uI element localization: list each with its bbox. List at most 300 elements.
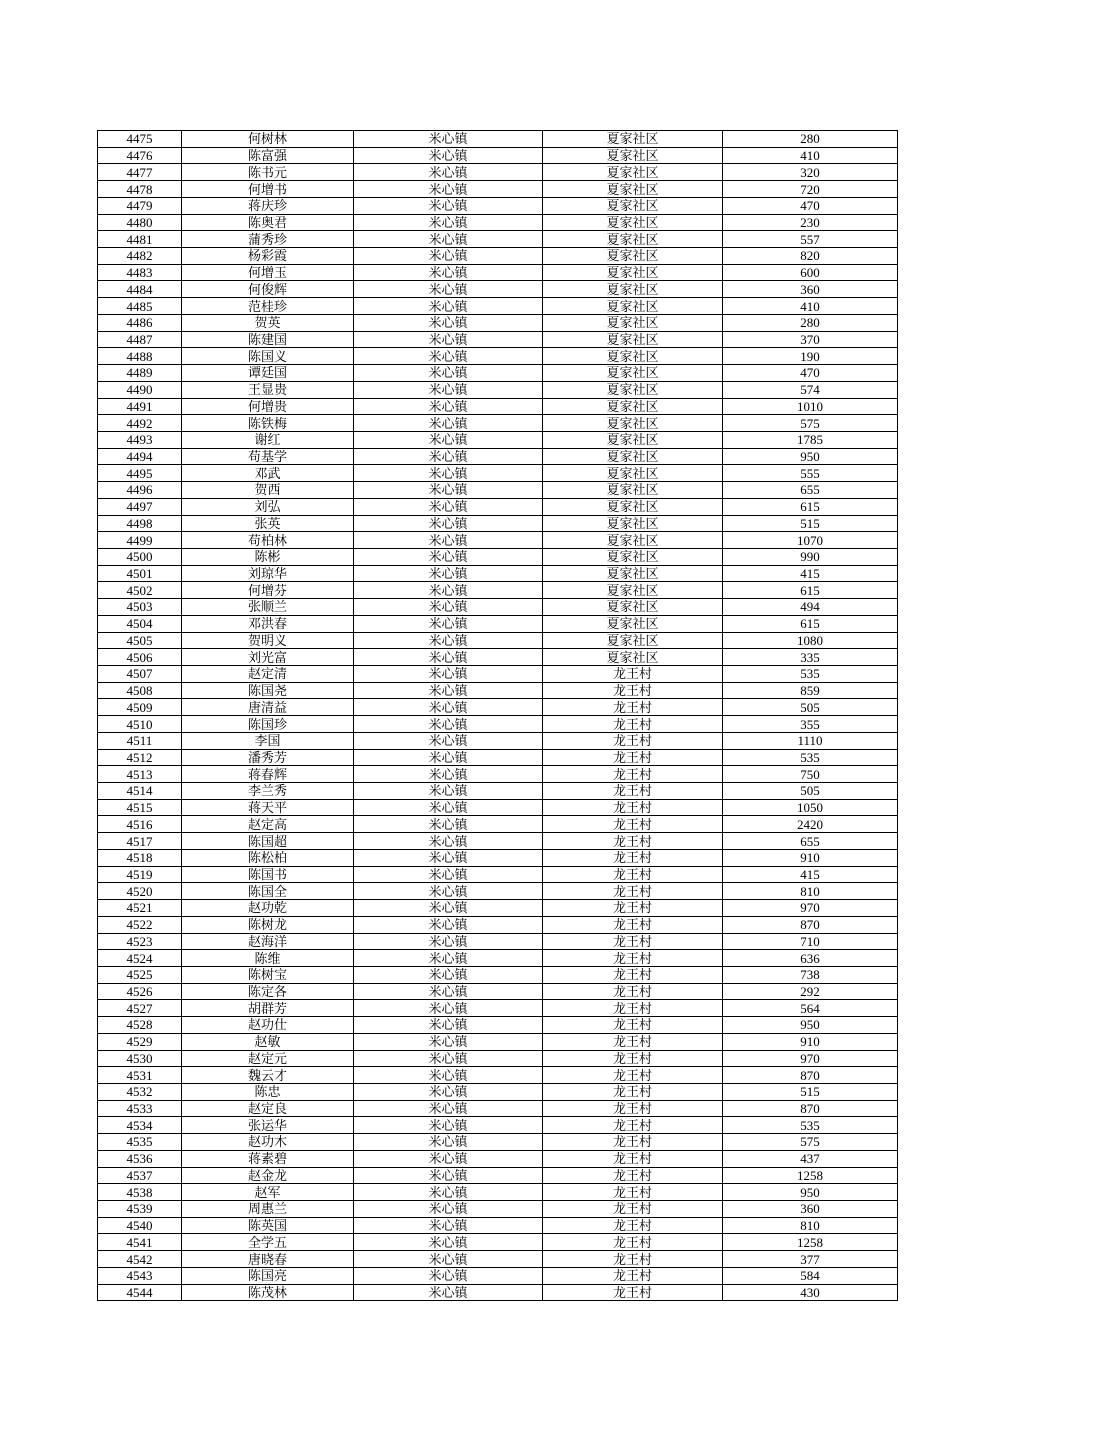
town-cell: 米心镇 [354, 1033, 543, 1050]
village-cell: 龙王村 [543, 1267, 723, 1284]
village-cell: 龙王村 [543, 966, 723, 983]
row-number-cell: 4477 [98, 164, 182, 181]
village-cell: 龙王村 [543, 1017, 723, 1034]
town-cell: 米心镇 [354, 916, 543, 933]
amount-cell: 535 [723, 666, 898, 683]
table-row [98, 1150, 898, 1167]
row-number-cell: 4482 [98, 248, 182, 265]
name-cell: 魏云才 [182, 1067, 354, 1084]
name-cell: 陈松柏 [182, 849, 354, 866]
name-cell: 刘弘 [182, 498, 354, 515]
village-cell: 夏家社区 [543, 548, 723, 565]
table-row [98, 1117, 898, 1134]
amount-cell: 970 [723, 1050, 898, 1067]
row-number-cell: 4519 [98, 866, 182, 883]
table-row [98, 649, 898, 666]
name-cell: 陈奥君 [182, 214, 354, 231]
table-row [98, 381, 898, 398]
table-row [98, 482, 898, 499]
town-cell: 米心镇 [354, 1251, 543, 1268]
amount-cell: 535 [723, 749, 898, 766]
row-number-cell: 4537 [98, 1167, 182, 1184]
name-cell: 张英 [182, 515, 354, 532]
table-row [98, 1201, 898, 1218]
row-number-cell: 4527 [98, 1000, 182, 1017]
amount-cell: 584 [723, 1267, 898, 1284]
amount-cell: 1258 [723, 1167, 898, 1184]
name-cell: 陈维 [182, 950, 354, 967]
name-cell: 赵功木 [182, 1134, 354, 1151]
name-cell: 何增玉 [182, 264, 354, 281]
town-cell: 米心镇 [354, 933, 543, 950]
table-row [98, 548, 898, 565]
village-cell: 龙王村 [543, 916, 723, 933]
amount-cell: 470 [723, 365, 898, 382]
table-row [98, 766, 898, 783]
amount-cell: 2420 [723, 816, 898, 833]
village-cell: 夏家社区 [543, 515, 723, 532]
name-cell: 张顺兰 [182, 599, 354, 616]
table-row [98, 147, 898, 164]
amount-cell: 870 [723, 1067, 898, 1084]
village-cell: 龙王村 [543, 1000, 723, 1017]
row-number-cell: 4512 [98, 749, 182, 766]
amount-cell: 1050 [723, 799, 898, 816]
town-cell: 米心镇 [354, 1201, 543, 1218]
village-cell: 龙王村 [543, 849, 723, 866]
name-cell: 陈树龙 [182, 916, 354, 933]
table-row [98, 214, 898, 231]
row-number-cell: 4499 [98, 532, 182, 549]
town-cell: 米心镇 [354, 365, 543, 382]
village-cell: 夏家社区 [543, 415, 723, 432]
town-cell: 米心镇 [354, 749, 543, 766]
table-row [98, 331, 898, 348]
table-row [98, 181, 898, 198]
name-cell: 蒲秀珍 [182, 231, 354, 248]
town-cell: 米心镇 [354, 415, 543, 432]
table-row [98, 415, 898, 432]
row-number-cell: 4505 [98, 632, 182, 649]
town-cell: 米心镇 [354, 699, 543, 716]
amount-cell: 437 [723, 1150, 898, 1167]
row-number-cell: 4508 [98, 682, 182, 699]
row-number-cell: 4510 [98, 716, 182, 733]
amount-cell: 355 [723, 716, 898, 733]
village-cell: 龙王村 [543, 716, 723, 733]
amount-cell: 515 [723, 515, 898, 532]
table-row [98, 1067, 898, 1084]
table-row [98, 950, 898, 967]
village-cell: 龙王村 [543, 732, 723, 749]
town-cell: 米心镇 [354, 833, 543, 850]
amount-cell: 1080 [723, 632, 898, 649]
village-cell: 夏家社区 [543, 381, 723, 398]
village-cell: 龙王村 [543, 1100, 723, 1117]
name-cell: 陈国全 [182, 883, 354, 900]
table-row [98, 1234, 898, 1251]
village-cell: 夏家社区 [543, 565, 723, 582]
row-number-cell: 4529 [98, 1033, 182, 1050]
name-cell: 陈英国 [182, 1217, 354, 1234]
town-cell: 米心镇 [354, 716, 543, 733]
amount-cell: 280 [723, 131, 898, 148]
amount-cell: 415 [723, 565, 898, 582]
village-cell: 夏家社区 [543, 465, 723, 482]
village-cell: 龙王村 [543, 1150, 723, 1167]
row-number-cell: 4500 [98, 548, 182, 565]
name-cell: 贺英 [182, 314, 354, 331]
row-number-cell: 4486 [98, 314, 182, 331]
row-number-cell: 4491 [98, 398, 182, 415]
town-cell: 米心镇 [354, 1017, 543, 1034]
town-cell: 米心镇 [354, 666, 543, 683]
name-cell: 赵金龙 [182, 1167, 354, 1184]
table-row [98, 900, 898, 917]
row-number-cell: 4509 [98, 699, 182, 716]
table-row [98, 933, 898, 950]
table-row [98, 348, 898, 365]
name-cell: 陈书元 [182, 164, 354, 181]
name-cell: 刘琼华 [182, 565, 354, 582]
amount-cell: 320 [723, 164, 898, 181]
village-cell: 龙王村 [543, 1201, 723, 1218]
amount-cell: 535 [723, 1117, 898, 1134]
amount-cell: 600 [723, 264, 898, 281]
name-cell: 唐清益 [182, 699, 354, 716]
amount-cell: 950 [723, 448, 898, 465]
name-cell: 赵定高 [182, 816, 354, 833]
name-cell: 赵功仕 [182, 1017, 354, 1034]
amount-cell: 655 [723, 833, 898, 850]
village-cell: 龙王村 [543, 1217, 723, 1234]
town-cell: 米心镇 [354, 783, 543, 800]
name-cell: 陈国尧 [182, 682, 354, 699]
row-number-cell: 4532 [98, 1083, 182, 1100]
amount-cell: 360 [723, 1201, 898, 1218]
table-row [98, 431, 898, 448]
table-row [98, 314, 898, 331]
village-cell: 龙王村 [543, 900, 723, 917]
village-cell: 夏家社区 [543, 431, 723, 448]
row-number-cell: 4520 [98, 883, 182, 900]
amount-cell: 360 [723, 281, 898, 298]
table-row [98, 682, 898, 699]
amount-cell: 494 [723, 599, 898, 616]
village-cell: 夏家社区 [543, 482, 723, 499]
name-cell: 陈忠 [182, 1083, 354, 1100]
town-cell: 米心镇 [354, 983, 543, 1000]
village-cell: 龙王村 [543, 1050, 723, 1067]
table-row [98, 398, 898, 415]
town-cell: 米心镇 [354, 248, 543, 265]
name-cell: 李国 [182, 732, 354, 749]
row-number-cell: 4492 [98, 415, 182, 432]
village-cell: 龙王村 [543, 1284, 723, 1301]
amount-cell: 1110 [723, 732, 898, 749]
amount-cell: 575 [723, 1134, 898, 1151]
table-row [98, 866, 898, 883]
village-cell: 夏家社区 [543, 331, 723, 348]
row-number-cell: 4504 [98, 615, 182, 632]
row-number-cell: 4530 [98, 1050, 182, 1067]
amount-cell: 564 [723, 1000, 898, 1017]
town-cell: 米心镇 [354, 1050, 543, 1067]
row-number-cell: 4544 [98, 1284, 182, 1301]
village-cell: 龙王村 [543, 682, 723, 699]
amount-cell: 720 [723, 181, 898, 198]
name-cell: 贺明义 [182, 632, 354, 649]
row-number-cell: 4476 [98, 147, 182, 164]
row-number-cell: 4475 [98, 131, 182, 148]
table-row [98, 298, 898, 315]
town-cell: 米心镇 [354, 548, 543, 565]
village-cell: 龙王村 [543, 1067, 723, 1084]
village-cell: 龙王村 [543, 883, 723, 900]
name-cell: 苟基学 [182, 448, 354, 465]
amount-cell: 810 [723, 883, 898, 900]
row-number-cell: 4526 [98, 983, 182, 1000]
village-cell: 夏家社区 [543, 615, 723, 632]
town-cell: 米心镇 [354, 599, 543, 616]
row-number-cell: 4481 [98, 231, 182, 248]
amount-cell: 738 [723, 966, 898, 983]
village-cell: 龙王村 [543, 699, 723, 716]
village-cell: 夏家社区 [543, 281, 723, 298]
row-number-cell: 4538 [98, 1184, 182, 1201]
row-number-cell: 4513 [98, 766, 182, 783]
town-cell: 米心镇 [354, 883, 543, 900]
amount-cell: 870 [723, 1100, 898, 1117]
amount-cell: 950 [723, 1184, 898, 1201]
table-row [98, 615, 898, 632]
name-cell: 陈定各 [182, 983, 354, 1000]
town-cell: 米心镇 [354, 849, 543, 866]
village-cell: 龙王村 [543, 1033, 723, 1050]
name-cell: 杨彩霞 [182, 248, 354, 265]
table-row [98, 783, 898, 800]
table-row [98, 916, 898, 933]
table-row [98, 264, 898, 281]
village-cell: 龙王村 [543, 1083, 723, 1100]
name-cell: 蒋庆珍 [182, 197, 354, 214]
name-cell: 蒋春辉 [182, 766, 354, 783]
town-cell: 米心镇 [354, 348, 543, 365]
row-number-cell: 4528 [98, 1017, 182, 1034]
amount-cell: 470 [723, 197, 898, 214]
amount-cell: 970 [723, 900, 898, 917]
name-cell: 蒋天平 [182, 799, 354, 816]
amount-cell: 710 [723, 933, 898, 950]
name-cell: 贺西 [182, 482, 354, 499]
town-cell: 米心镇 [354, 1234, 543, 1251]
table-row [98, 1050, 898, 1067]
row-number-cell: 4478 [98, 181, 182, 198]
row-number-cell: 4521 [98, 900, 182, 917]
name-cell: 胡群芳 [182, 1000, 354, 1017]
row-number-cell: 4539 [98, 1201, 182, 1218]
table-row [98, 1184, 898, 1201]
name-cell: 赵海洋 [182, 933, 354, 950]
row-number-cell: 4516 [98, 816, 182, 833]
table-row [98, 1000, 898, 1017]
village-cell: 龙王村 [543, 933, 723, 950]
name-cell: 邓武 [182, 465, 354, 482]
table-row [98, 131, 898, 148]
amount-cell: 515 [723, 1083, 898, 1100]
town-cell: 米心镇 [354, 799, 543, 816]
name-cell: 何俊辉 [182, 281, 354, 298]
row-number-cell: 4542 [98, 1251, 182, 1268]
row-number-cell: 4525 [98, 966, 182, 983]
town-cell: 米心镇 [354, 1083, 543, 1100]
name-cell: 陈国书 [182, 866, 354, 883]
village-cell: 龙王村 [543, 749, 723, 766]
name-cell: 赵军 [182, 1184, 354, 1201]
row-number-cell: 4524 [98, 950, 182, 967]
town-cell: 米心镇 [354, 448, 543, 465]
amount-cell: 505 [723, 699, 898, 716]
row-number-cell: 4501 [98, 565, 182, 582]
amount-cell: 377 [723, 1251, 898, 1268]
row-number-cell: 4494 [98, 448, 182, 465]
table-row [98, 883, 898, 900]
name-cell: 刘光富 [182, 649, 354, 666]
town-cell: 米心镇 [354, 498, 543, 515]
table-row [98, 666, 898, 683]
town-cell: 米心镇 [354, 632, 543, 649]
village-cell: 夏家社区 [543, 181, 723, 198]
name-cell: 何增贵 [182, 398, 354, 415]
village-cell: 夏家社区 [543, 231, 723, 248]
table-row [98, 966, 898, 983]
table-row [98, 1100, 898, 1117]
row-number-cell: 4498 [98, 515, 182, 532]
town-cell: 米心镇 [354, 682, 543, 699]
village-cell: 龙王村 [543, 816, 723, 833]
town-cell: 米心镇 [354, 231, 543, 248]
town-cell: 米心镇 [354, 950, 543, 967]
village-cell: 龙王村 [543, 1234, 723, 1251]
name-cell: 全学五 [182, 1234, 354, 1251]
village-cell: 夏家社区 [543, 599, 723, 616]
village-cell: 龙王村 [543, 983, 723, 1000]
village-cell: 夏家社区 [543, 147, 723, 164]
village-cell: 夏家社区 [543, 632, 723, 649]
village-cell: 夏家社区 [543, 314, 723, 331]
table-row [98, 799, 898, 816]
village-cell: 龙王村 [543, 766, 723, 783]
village-cell: 龙王村 [543, 833, 723, 850]
name-cell: 陈建国 [182, 331, 354, 348]
name-cell: 赵功乾 [182, 900, 354, 917]
amount-cell: 950 [723, 1017, 898, 1034]
village-cell: 夏家社区 [543, 649, 723, 666]
village-cell: 夏家社区 [543, 582, 723, 599]
village-cell: 夏家社区 [543, 197, 723, 214]
amount-cell: 505 [723, 783, 898, 800]
row-number-cell: 4487 [98, 331, 182, 348]
table-row [98, 632, 898, 649]
table-row [98, 365, 898, 382]
town-cell: 米心镇 [354, 1150, 543, 1167]
town-cell: 米心镇 [354, 966, 543, 983]
data-table [97, 130, 898, 1301]
name-cell: 陈国亮 [182, 1267, 354, 1284]
row-number-cell: 4522 [98, 916, 182, 933]
name-cell: 陈树宝 [182, 966, 354, 983]
amount-cell: 636 [723, 950, 898, 967]
village-cell: 夏家社区 [543, 498, 723, 515]
town-cell: 米心镇 [354, 214, 543, 231]
row-number-cell: 4493 [98, 431, 182, 448]
row-number-cell: 4518 [98, 849, 182, 866]
row-number-cell: 4483 [98, 264, 182, 281]
row-number-cell: 4497 [98, 498, 182, 515]
amount-cell: 859 [723, 682, 898, 699]
amount-cell: 230 [723, 214, 898, 231]
row-number-cell: 4480 [98, 214, 182, 231]
amount-cell: 1010 [723, 398, 898, 415]
row-number-cell: 4515 [98, 799, 182, 816]
row-number-cell: 4534 [98, 1117, 182, 1134]
town-cell: 米心镇 [354, 900, 543, 917]
village-cell: 夏家社区 [543, 348, 723, 365]
village-cell: 夏家社区 [543, 532, 723, 549]
table-row [98, 1251, 898, 1268]
table-row [98, 465, 898, 482]
town-cell: 米心镇 [354, 482, 543, 499]
row-number-cell: 4484 [98, 281, 182, 298]
table-row [98, 1033, 898, 1050]
row-number-cell: 4502 [98, 582, 182, 599]
town-cell: 米心镇 [354, 164, 543, 181]
amount-cell: 615 [723, 615, 898, 632]
town-cell: 米心镇 [354, 465, 543, 482]
name-cell: 谢红 [182, 431, 354, 448]
name-cell: 陈国珍 [182, 716, 354, 733]
town-cell: 米心镇 [354, 1100, 543, 1117]
row-number-cell: 4535 [98, 1134, 182, 1151]
table-row [98, 1284, 898, 1301]
row-number-cell: 4489 [98, 365, 182, 382]
name-cell: 范桂珍 [182, 298, 354, 315]
table-row [98, 582, 898, 599]
name-cell: 周惠兰 [182, 1201, 354, 1218]
row-number-cell: 4523 [98, 933, 182, 950]
name-cell: 陈彬 [182, 548, 354, 565]
name-cell: 赵定良 [182, 1100, 354, 1117]
village-cell: 龙王村 [543, 666, 723, 683]
row-number-cell: 4503 [98, 599, 182, 616]
amount-cell: 810 [723, 1217, 898, 1234]
town-cell: 米心镇 [354, 264, 543, 281]
name-cell: 王显贵 [182, 381, 354, 398]
table-row [98, 833, 898, 850]
row-number-cell: 4540 [98, 1217, 182, 1234]
name-cell: 赵定清 [182, 666, 354, 683]
town-cell: 米心镇 [354, 766, 543, 783]
village-cell: 夏家社区 [543, 264, 723, 281]
town-cell: 米心镇 [354, 1067, 543, 1084]
table-body [98, 131, 898, 1301]
amount-cell: 575 [723, 415, 898, 432]
village-cell: 夏家社区 [543, 398, 723, 415]
table-row [98, 1217, 898, 1234]
amount-cell: 410 [723, 298, 898, 315]
name-cell: 陈富强 [182, 147, 354, 164]
row-number-cell: 4517 [98, 833, 182, 850]
